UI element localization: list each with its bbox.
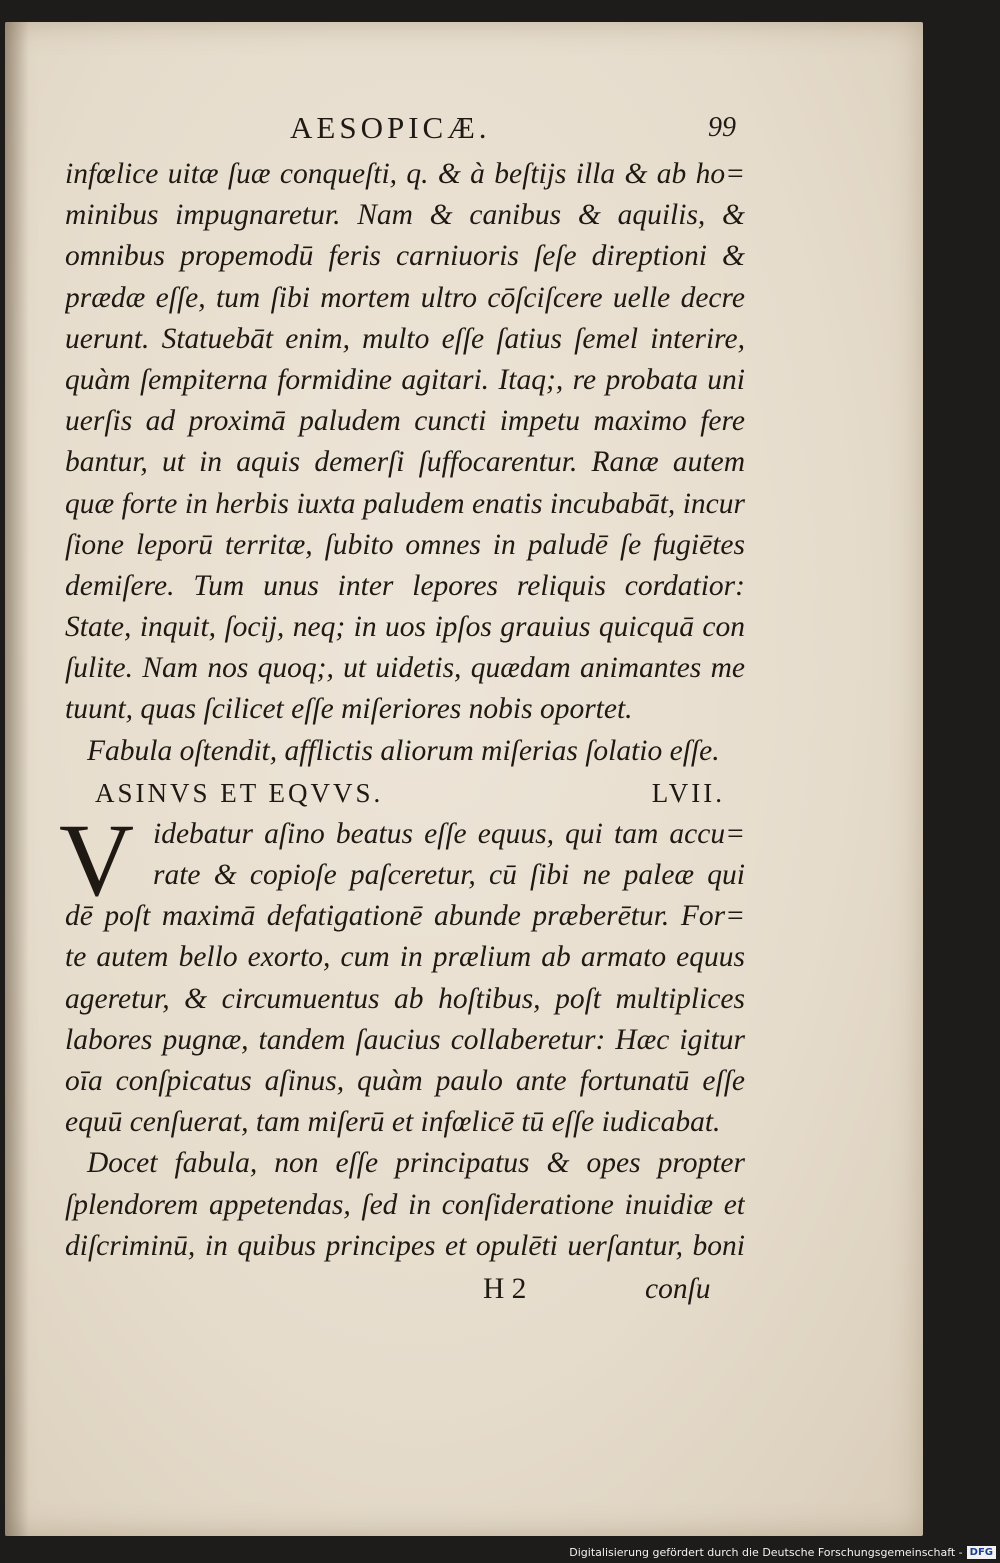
page-text bbox=[59, 154, 745, 1311]
text-line: ſplendorem appetendas, ſed in conſideratione inuidiæ et bbox=[65, 1188, 745, 1221]
text-line: equū cenſuerat, tam miſerū et infœlicē tū eſſe iudicabat. bbox=[65, 1106, 721, 1139]
signature-mark: H 2 bbox=[483, 1272, 527, 1305]
text-line: ageretur, & circumuentus ab hoſtibus, poſt multiplices bbox=[65, 982, 745, 1015]
catchword: conſu bbox=[645, 1272, 711, 1305]
credit-text: Digitalisierung gefördert durch die Deutsche Forschungsgemeinschaft - bbox=[569, 1546, 963, 1559]
fable2-title: ASINVS ET EQVVS. bbox=[95, 777, 384, 808]
text-line: minibus impugnaretur. Nam & canibus & aquilis, & bbox=[65, 199, 745, 232]
text-line: infœlice uitæ ſuæ conqueſti, q. & à beſtijs illa & ab ho= bbox=[65, 158, 745, 190]
page-footer bbox=[65, 1267, 745, 1311]
text-line: ſione leporū territæ, ſubito omnes in paludē ſe fugiētes bbox=[65, 528, 745, 561]
fable2-heading bbox=[65, 772, 745, 814]
text-line: quàm ſempiterna formidine agitari. Itaq;, re probata uni bbox=[65, 363, 745, 396]
fable2-moral bbox=[65, 1143, 745, 1267]
drop-cap: V bbox=[59, 802, 135, 918]
dfg-logo: DFG bbox=[967, 1546, 996, 1559]
text-line: diſcriminū, in quibus principes et opulēti uerſantur, boni bbox=[65, 1229, 745, 1262]
text-line: tuunt, quas ſcilicet eſſe miſeriores nobis oportet. bbox=[65, 693, 633, 726]
text-line: bantur, ut in aquis demerſi ſuffocarentur. Ranæ autem bbox=[65, 446, 745, 479]
text-line: dē poſt maximā defatigationē abunde præberētur. For= bbox=[65, 900, 745, 933]
text-line: omnibus propemodū feris carniuoris ſeſe direptioni & bbox=[65, 240, 745, 273]
text-line: rate & copioſe paſceretur, cū ſibi ne paleæ qui bbox=[153, 859, 745, 891]
text-line: quæ forte in herbis iuxta paludem enatis incubabāt, incur bbox=[65, 487, 745, 520]
text-line: State, inquit, ſocij, neq; in uos ipſos grauius quicquā con bbox=[65, 611, 745, 644]
text-line: idebatur aſino beatus eſſe equus, qui tam accu= bbox=[153, 817, 745, 850]
book-page bbox=[5, 22, 923, 1536]
fable1-moral: Fabula oſtendit, afflictis aliorum miſerias ſolatio eſſe. bbox=[87, 734, 720, 767]
page-gutter-shadow bbox=[5, 22, 29, 1536]
text-line: ſulite. Nam nos quoq;, ut uidetis, quædam animantes me bbox=[65, 652, 745, 685]
text-line: Docet fabula, non eſſe principatus & opes propter bbox=[87, 1147, 745, 1180]
text-line: demiſere. Tum unus inter lepores reliquis cordatior: bbox=[65, 569, 745, 602]
fable1-body bbox=[65, 154, 745, 731]
text-line: labores pugnæ, tandem ſaucius collaberetur: Hæc igitur bbox=[65, 1023, 745, 1056]
fable2-body bbox=[59, 802, 745, 1144]
text-line: uerſis ad proximā paludem cuncti impetu maximo fere bbox=[65, 405, 745, 438]
text-line: prædæ eſſe, tum ſibi mortem ultro cōſciſcere uelle decre bbox=[65, 281, 745, 314]
running-title: AESOPICÆ. bbox=[290, 110, 491, 145]
text-line: uerunt. Statuebāt enim, multo eſſe ſatius ſemel interire, bbox=[65, 322, 745, 355]
page-number: 99 bbox=[708, 112, 736, 143]
fable2-number: LVII. bbox=[651, 777, 725, 808]
text-line: te autem bello exorto, cum in prælium ab armato equus bbox=[65, 941, 745, 974]
digitization-credit bbox=[569, 1546, 996, 1559]
text-line: oīa conſpicatus aſinus, quàm paulo ante fortunatū eſſe bbox=[65, 1064, 745, 1097]
